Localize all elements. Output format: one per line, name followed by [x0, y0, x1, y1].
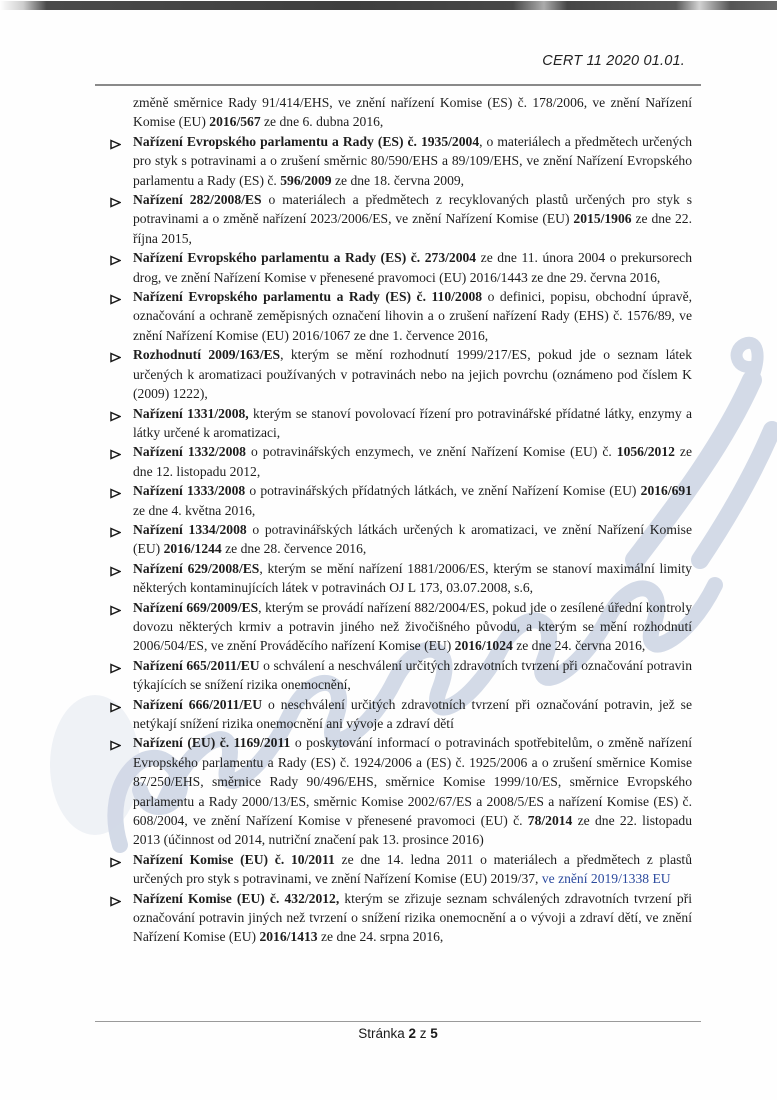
list-item — [110, 695, 692, 734]
regulation-title-run: Rozhodnutí 2009/163/ES — [133, 347, 281, 363]
item-text — [133, 656, 692, 695]
item-text — [133, 598, 692, 656]
footer-rule — [95, 1021, 701, 1022]
text-run: , kterým se provádí nařízení 882/2004/ES, pokud jde o zesílené úřední kontroly dovozu některých krmiv a potravin jiného než živočišného původu, a kterým se mění rozhodnutí 2006/504/ES, ve znění Prováděcího nařízení Komise (EU) — [133, 599, 692, 654]
text-run: ze dne 24. srpna 2016, — [317, 929, 444, 945]
text-run: ze dne 24. června 2016, — [512, 638, 646, 654]
text-run: ze dne 6. dubna 2016, — [260, 114, 384, 130]
text-run: ze dne 22. listopadu 2013 (účinnost od 2014, nutriční značení pak 13. prosince 2016) — [133, 813, 693, 848]
text-run: ze dne 28. července 2016, — [221, 541, 367, 557]
list-item — [110, 287, 692, 345]
arrow-bullet-icon — [110, 559, 133, 598]
item-text — [133, 248, 692, 287]
text-run: , kterým se mění rozhodnutí 1999/217/ES, pokud jde o seznam látek určených k aromatizaci používaných v potravinách nebo na jejich povrchu (oznámeno pod číslem K (2009) 1222), — [133, 347, 692, 402]
list-item — [110, 559, 692, 598]
text-run: ze dne 18. června 2009, — [331, 172, 465, 188]
regulation-title-run: Nařízení 669/2009/ES — [133, 599, 259, 615]
arrow-bullet-icon — [110, 850, 133, 889]
regulation-title-run: Nařízení Komise (EU) č. 10/2011 — [133, 851, 335, 867]
text-run: změně směrnice Rady 91/414/EHS, ve znění nařízení Komise (ES) č. 178/2006, ve znění Nařízení Komise (EU) — [133, 95, 692, 130]
item-text — [133, 695, 692, 734]
item-text — [133, 190, 692, 248]
list-item — [110, 520, 692, 559]
list-item — [110, 656, 692, 695]
scan-artifact-top-bar — [0, 1, 777, 10]
regulation-title-run: 1056/2012 — [616, 444, 675, 460]
arrow-bullet-icon — [110, 442, 133, 481]
arrow-bullet-icon — [110, 598, 133, 656]
text-run: o definici, popisu, obchodní úpravě, označování a ochraně zeměpisných označení lihovin a o zrušení nařízení Rady (EHS) č. 1576/89, ve znění Nařízení Komise (EU) 2016/1067 ze dne 1. července 2016, — [133, 289, 692, 343]
text-run: ze dne 4. května 2016, — [133, 502, 256, 518]
regulation-title-run: 596/2009 — [280, 172, 332, 188]
page-number-label: Stránka — [358, 1026, 409, 1041]
regulation-title-run: 2016/1413 — [259, 929, 318, 945]
item-text — [133, 132, 692, 190]
item-text — [133, 520, 692, 559]
regulation-title-run: Nařízení 629/2008/ES — [133, 560, 260, 576]
regulation-title-run: Nařízení (EU) č. 1169/2011 — [133, 735, 291, 751]
list-item — [110, 442, 692, 481]
document-body — [110, 93, 692, 947]
page-number-of: z — [416, 1026, 431, 1041]
regulation-title-run: Nařízení Komise (EU) č. 432/2012, — [133, 890, 340, 906]
arrow-bullet-icon — [110, 656, 133, 695]
regulation-title-run: 2016/1024 — [454, 638, 513, 654]
list-item — [110, 481, 692, 520]
text-run: o neschválení určitých zdravotních tvrzení při označování potravin, jež se netýkají snížení rizika onemocnění ani vývoje a zdraví dětí — [133, 696, 692, 731]
text-run: o poskytování informací o potravinách spotřebitelům, o změně nařízení Evropského parlamentu a Rady (ES) č. 1924/2006 a (ES) č. 1925/2006 a o zrušení směrnice Komise 87/250/EHS, směrnice Rady 90/496/EHS, směrnice Komise 1999/10/ES, směrnice Evropského parlamentu a Rady 2000/13/ES, směrnic Komise 2002/67/ES a 2008/5/ES a nařízení Komise (ES) č. 608/2004, ve znění Nařízení Komise v přenesené pravomoci (EU) č. — [133, 735, 692, 829]
text-run: o materiálech a předmětech z recyklovaných plastů určených pro styk s potravinami a o změně nařízení 2023/2006/ES, ve znění Nařízení Komise (EU) — [133, 192, 692, 227]
item-text — [133, 850, 692, 889]
text-run: o potravinářských enzymech, ve znění Nařízení Komise (EU) č. — [245, 444, 617, 460]
page-number-total: 5 — [430, 1026, 438, 1041]
arrow-bullet-icon — [110, 404, 133, 443]
item-text — [133, 889, 692, 947]
text-run: kterým se stanoví povolovací řízení pro potravinářské přídatné látky, enzymy a látky určené k aromatizaci, — [133, 405, 692, 440]
text-run: , kterým se mění nařízení 1881/2006/ES, kterým se stanoví maximální limity některých kontaminujících látek v potravinách OJ L 173, 03.07.2008, s.6, — [133, 560, 692, 596]
regulation-title-run: Nařízení 1332/2008 — [133, 444, 246, 460]
list-item — [110, 733, 692, 849]
regulation-title-run: Nařízení Evropského parlamentu a Rady (ES) č. 1935/2004 — [133, 133, 480, 149]
item-text — [133, 404, 692, 443]
text-run: kterým se zřizuje seznam schválených zdravotních tvrzení při označování potravin jiných než tvrzení o snížení rizika onemocnění a o vývoji a zdraví dětí, ve znění Nařízení Komise (EU) — [133, 890, 692, 945]
text-run: o potravinářských přídatných látkách, ve znění Nařízení Komise (EU) — [245, 483, 641, 499]
regulation-title-run: 2016/1244 — [163, 541, 222, 557]
list-item — [110, 345, 692, 403]
arrow-bullet-icon — [110, 132, 133, 190]
list-item — [110, 598, 692, 656]
text-run: , o materiálech a předmětech určených pro styk s potravinami a o zrušení směrnic 80/590/EHS a 89/109/EHS, ve znění Nařízení Evropského parlamentu a Rady (ES) č. — [133, 133, 692, 188]
arrow-bullet-icon — [110, 287, 133, 345]
list-item — [110, 404, 692, 443]
regulation-title-run: Nařízení Evropského parlamentu a Rady (ES) č. 110/2008 — [133, 289, 483, 305]
arrow-bullet-icon — [110, 889, 133, 947]
regulation-title-run: 2015/1906 — [573, 211, 632, 227]
text-run: ze dne 11. února 2004 o prekursorech drog, ve znění Nařízení Komise v přenesené pravomoci (EU) 2016/1443 ze dne 29. června 2016, — [133, 250, 692, 285]
page-number-current: 2 — [408, 1026, 416, 1041]
regulation-list — [110, 132, 692, 947]
list-item — [110, 132, 692, 190]
lead-paragraph — [133, 93, 692, 132]
list-item — [110, 889, 692, 947]
arrow-bullet-icon — [110, 248, 133, 287]
regulation-title-run: Nařízení 666/2011/EU — [133, 696, 263, 712]
page-number — [95, 1026, 701, 1041]
text-run: ze dne 22. října 2015, — [133, 211, 692, 246]
list-item — [110, 190, 692, 248]
arrow-bullet-icon — [110, 695, 133, 734]
item-text — [133, 345, 692, 403]
regulation-title-run: Nařízení Evropského parlamentu a Rady (ES) č. 273/2004 — [133, 250, 477, 266]
text-run: ze dne 12. listopadu 2012, — [133, 444, 693, 479]
item-text — [133, 287, 692, 345]
arrow-bullet-icon — [110, 481, 133, 520]
text-run: o schválení a neschválení určitých zdravotních tvrzení při označování potravin týkajících se snížení rizika onemocnění, — [133, 657, 692, 693]
item-text — [133, 559, 692, 598]
regulation-title-run: 2016/567 — [209, 114, 261, 130]
text-run: ze dne 14. ledna 2011 o materiálech a předmětech z plastů určených pro styk s potravinami, ve znění Nařízení Komise (EU) 2019/37, — [133, 851, 692, 887]
list-item — [110, 850, 692, 889]
regulation-title-run: Nařízení 282/2008/ES — [133, 192, 262, 208]
regulation-title-run: Nařízení 1331/2008, — [133, 405, 249, 421]
regulation-title-run: 78/2014 — [527, 813, 573, 829]
doc-code: CERT 11 2020 01.01. — [542, 53, 685, 69]
regulation-title-run: Nařízení 1333/2008 — [133, 483, 246, 499]
list-item — [110, 248, 692, 287]
amendment-blue-run: ve znění 2019/1338 EU — [541, 871, 671, 887]
arrow-bullet-icon — [110, 345, 133, 403]
item-text — [133, 481, 692, 520]
arrow-bullet-icon — [110, 520, 133, 559]
item-text — [133, 442, 692, 481]
regulation-title-run: Nařízení 1334/2008 — [133, 521, 247, 537]
text-run: o potravinářských látkách určených k aromatizaci, ve znění Nařízení Komise (EU) — [133, 521, 692, 557]
item-text — [133, 733, 692, 849]
arrow-bullet-icon — [110, 190, 133, 248]
regulation-title-run: 2016/691 — [640, 483, 692, 499]
regulation-title-run: Nařízení 665/2011/EU — [133, 657, 260, 673]
header-rule — [95, 84, 701, 86]
arrow-bullet-icon — [110, 733, 133, 849]
